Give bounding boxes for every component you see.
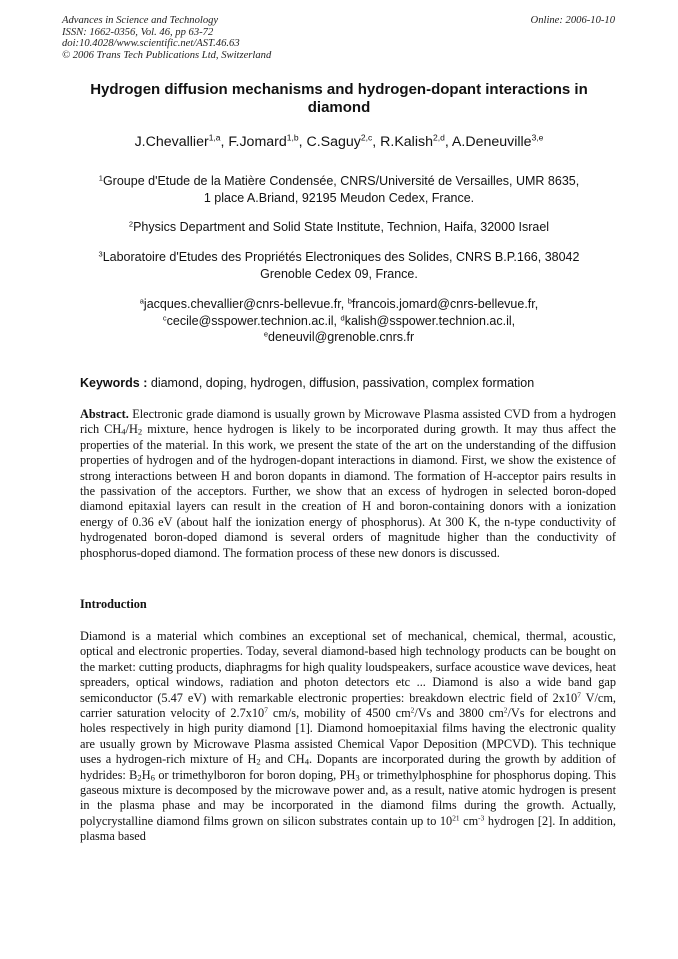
email-link[interactable]: francois.jomard@cnrs-bellevue.fr, — [351, 297, 539, 311]
email-link[interactable]: cecile@sspower.technion.ac.il, — [166, 313, 338, 328]
email-link[interactable]: jacques.chevallier@cnrs-bellevue.fr, — [143, 297, 345, 311]
author-name: F.Jomard — [228, 134, 287, 150]
author-name: C.Saguy — [306, 134, 361, 150]
author-emails: $^a$jacques.chevallier@cnrs-bellevue.fr, $^b$francois.jomard@cnrs-bellevue.fr, $^c$cecile@sspower.technion.ac.il, $^d$kalish@sspower.technion.ac.il, $^e$deneuvil@grenoble.cnrs.fr — [139, 296, 539, 344]
abstract: Abstract. Electronic grade diamond is usually grown by Microwave Plasma assisted CVD from a hydrogen rich $CH_4/H_2$ mixture, hence hydrogen is likely to be incorporated during growth. It may thus affect the properties of the material. In this work, we present the state of the art on the understanding of the diffusion properties of hydrogen and of the hydrogen-dopant interactions in diamond. First, we show the existence of strong interactions between H and boron dopants in diamond. The formation of H-acceptor pairs results in the passivation of the acceptors. Further, we show that an excess of hydrogen in selected boron-doped diamond epitaxial layers can result in the creation of H and boron-containing donors with a ionization energy of 0.36 eV (about half the ionization energy of phosphorus). At 300 K, the n-type conductivity of hydrogenated boron-doped diamond is several orders of magnitude higher than the conductivity of phosphorus-doped diamond. The formation process of these new donors is discussed. — [80, 407, 616, 560]
author-sup: 1,b — [286, 132, 299, 143]
affiliation-2: $^2$Physics Department and Solid State Institute, Technion, Haifa, 32000 Israel — [128, 219, 550, 234]
doi-line: doi:10.4028/www.scientific.net/AST.46.63 — [62, 38, 240, 49]
author-name: A.Deneuville — [451, 134, 532, 150]
issn-line: ISSN: 1662-0356, Vol. 46, pp 63-72 — [62, 26, 214, 38]
author-sup: 3,e — [531, 132, 544, 143]
author-name: R.Kalish — [380, 134, 433, 150]
author-list: J.Chevallier$^{1,a}$, F.Jomard$^{1,b}$, C.Saguy$^{2,c}$, R.Kalish$^{2,d}$, A.Deneuville$^{3,e}$ — [134, 132, 544, 150]
author-sup: 2,c — [360, 132, 373, 143]
affiliation-3: $^3$Laboratoire d'Etudes des Propriétés Electroniques des Solides, CNRS B.P.166, 38042 Grenoble Cedex 09, France. — [98, 249, 580, 281]
author-sup: 2,d — [432, 132, 445, 143]
online-date: Online: 2006-10-10 — [530, 15, 615, 26]
paper-title: Hydrogen diffusion mechanisms and hydrogen-dopant interactions in diamond — [90, 81, 588, 116]
keywords — [80, 375, 616, 391]
abstract-label: Abstract. — [80, 407, 129, 421]
author-sup: 1,a — [208, 132, 221, 143]
email-link[interactable]: deneuvil@grenoble.cnrs.fr — [268, 330, 415, 344]
journal-header — [62, 15, 271, 61]
author-name: J.Chevallier — [134, 134, 209, 150]
keywords-label: Keywords : — [80, 376, 148, 390]
journal-name: Advances in Science and Technology — [62, 15, 219, 26]
affiliation-1: $^1$Groupe d'Etude de la Matière Condensée, CNRS/Université de Versailles, UMR 8635, 1 place A.Briand, 92195 Meudon Cedex, France. — [98, 173, 580, 205]
section-heading-introduction: Introduction — [80, 597, 147, 611]
keywords-text: diamond, doping, hydrogen, diffusion, passivation, complex formation — [147, 376, 535, 390]
email-link[interactable]: kalish@sspower.technion.ac.il, — [344, 313, 516, 328]
introduction-body: Diamond is a material which combines an exceptional set of mechanical, chemical, thermal, acoustic, optical and electronic properties. Today, several diamond-based high technology products can be bought on the market: cutting products, diaphragms for high quality loudspeakers, surface acoustice wave devices, heat spreaders, optical windows, radiation and photon detectors etc ... Diamond is also a wide band gap semiconductor (5.47 eV) with remarkable electronic properties: breakdown electric field of $2x10^7$ V/cm, carrier saturation velocity of $2.7x10^7$ cm/s, mobility of 4500 $cm^2/Vs$ and 3800 $cm^2/Vs$ for electrons and holes respectively in high purity diamond [1]. Diamond homoepitaxial films having the electronic quality are usually grown by Microwave Plasma assisted Chemical Vapor Deposition (MPCVD). This technique uses a hydrogen-rich mixture of $H_2$ and $CH_4$. Dopants are incorporated during the growth by addition of hydrides: $B_2H_6$ or trimethylboron for boron doping, $PH_3$ or trimethylphosphine for phosphorus doping. This gaseous mixture is decomposed by the microwave power and, as a result, native atomic hydrogen is present in the plasma phase and may be incorporated in the diamond films during the growth. Actually, polycrystalline diamond films grown on silicon substrates contain up to $10^{21}$ $cm^{-3}$ hydrogen [2]. In addition, plasma based — [80, 629, 617, 844]
copyright-line: © 2006 Trans Tech Publications Ltd, Switzerland — [62, 49, 272, 61]
